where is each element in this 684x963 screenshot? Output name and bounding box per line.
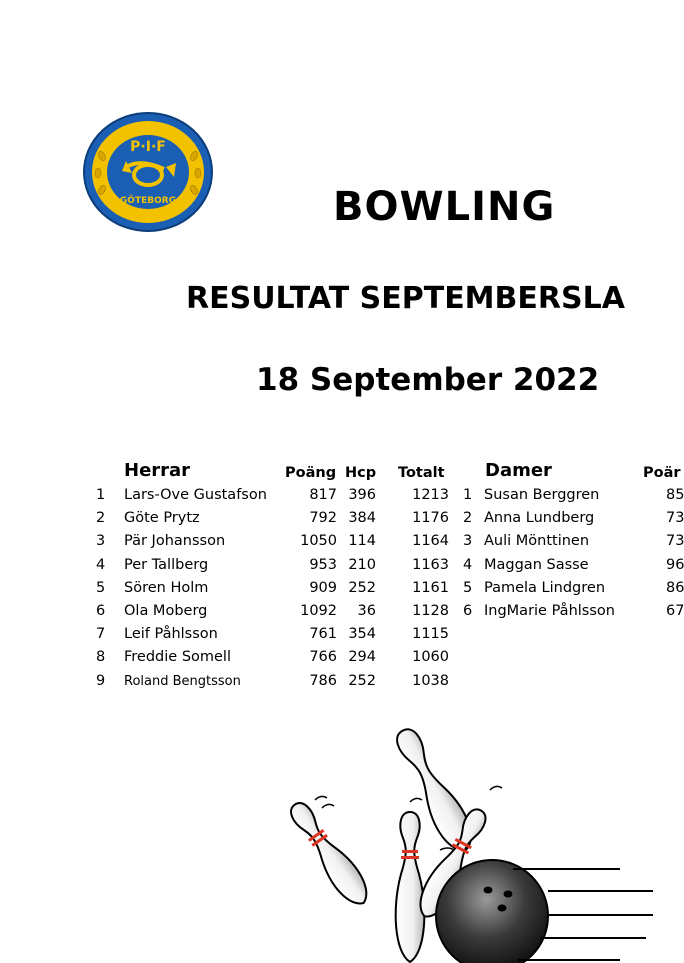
men-rank: 5 (96, 579, 106, 596)
women-points: 86 (666, 579, 684, 596)
men-hcp: 354 (348, 626, 376, 643)
women-name: Auli Mönttinen (484, 533, 590, 550)
women-name: Maggan Sasse (484, 556, 589, 573)
men-rank: 6 (96, 603, 106, 619)
men-rank: 4 (96, 556, 106, 573)
men-total: 1161 (412, 579, 449, 596)
men-points: 761 (309, 626, 337, 643)
men-total: 1213 (412, 487, 449, 503)
men-hcp: 210 (348, 556, 376, 573)
men-total: 1038 (412, 672, 449, 689)
page-title: BOWLING (333, 184, 556, 230)
women-name: Anna Lundberg (484, 510, 595, 527)
men-name: Ola Moberg (124, 603, 208, 619)
svg-text:GÖTEBORG: GÖTEBORG (119, 196, 177, 206)
women-rank: 4 (463, 556, 473, 573)
men-heading: Herrar (124, 460, 191, 481)
men-name: Lars-Ove Gustafson (124, 487, 267, 503)
men-total: 1164 (412, 533, 449, 550)
men-total: 1060 (412, 649, 449, 666)
men-hcp: 396 (348, 487, 376, 503)
men-col-total: Totalt (398, 465, 445, 481)
women-name: Susan Berggren (484, 487, 600, 503)
women-name: Pamela Lindgren (484, 579, 606, 596)
men-hcp: 252 (348, 672, 376, 689)
men-hcp: 384 (348, 510, 376, 527)
men-col-hcp: Hcp (345, 465, 377, 481)
women-heading: Damer (485, 460, 552, 481)
men-name: Freddie Somell (124, 649, 231, 666)
men-hcp: 36 (357, 603, 376, 619)
women-points: 67 (666, 603, 684, 619)
men-points: 1092 (300, 603, 337, 619)
men-hcp: 252 (348, 579, 376, 596)
women-rank: 5 (463, 579, 473, 596)
men-hcp: 294 (348, 649, 376, 666)
men-name: Pär Johansson (124, 533, 226, 550)
svg-text:P·I·F: P·I·F (130, 139, 166, 155)
men-points: 1050 (300, 533, 337, 550)
men-name: Roland Bengtsson (124, 673, 241, 689)
men-rank: 7 (96, 626, 106, 643)
women-rank: 3 (463, 533, 473, 550)
men-header-row (0, 459, 460, 482)
page-subtitle: RESULTAT SEPTEMBERSLA (186, 281, 625, 316)
men-total: 1176 (412, 510, 449, 527)
women-col-points: Poär (643, 465, 681, 481)
men-points: 953 (309, 556, 337, 573)
men-col-points: Poäng (285, 465, 337, 481)
men-name: Per Tallberg (124, 556, 209, 573)
men-name: Sören Holm (124, 579, 209, 596)
women-points: 85 (666, 487, 684, 503)
bowling-pins-illustration (270, 730, 680, 963)
men-points: 766 (309, 649, 337, 666)
men-points: 909 (309, 579, 337, 596)
men-rank: 2 (96, 510, 106, 527)
women-points: 73 (666, 510, 684, 527)
men-total: 1115 (412, 626, 449, 643)
women-rank: 6 (463, 603, 473, 619)
men-rank: 9 (96, 672, 106, 689)
event-date: 18 September 2022 (256, 362, 600, 398)
men-points: 817 (309, 487, 337, 503)
women-points: 73 (666, 533, 684, 550)
women-name: IngMarie Påhlsson (484, 603, 615, 619)
women-header-row (460, 459, 680, 482)
men-name: Leif Påhlsson (124, 626, 218, 643)
men-total: 1128 (412, 603, 449, 619)
men-rank: 3 (96, 533, 106, 550)
women-rank: 2 (463, 510, 473, 527)
men-rank: 1 (96, 487, 106, 503)
men-rank: 8 (96, 649, 106, 666)
men-hcp: 114 (348, 533, 376, 550)
women-rank: 1 (463, 487, 473, 503)
men-name: Göte Prytz (124, 510, 200, 527)
men-total: 1163 (412, 556, 449, 573)
men-points: 792 (309, 510, 337, 527)
pif-goteborg-logo (82, 111, 214, 233)
women-points: 96 (666, 556, 684, 573)
men-points: 786 (309, 672, 337, 689)
